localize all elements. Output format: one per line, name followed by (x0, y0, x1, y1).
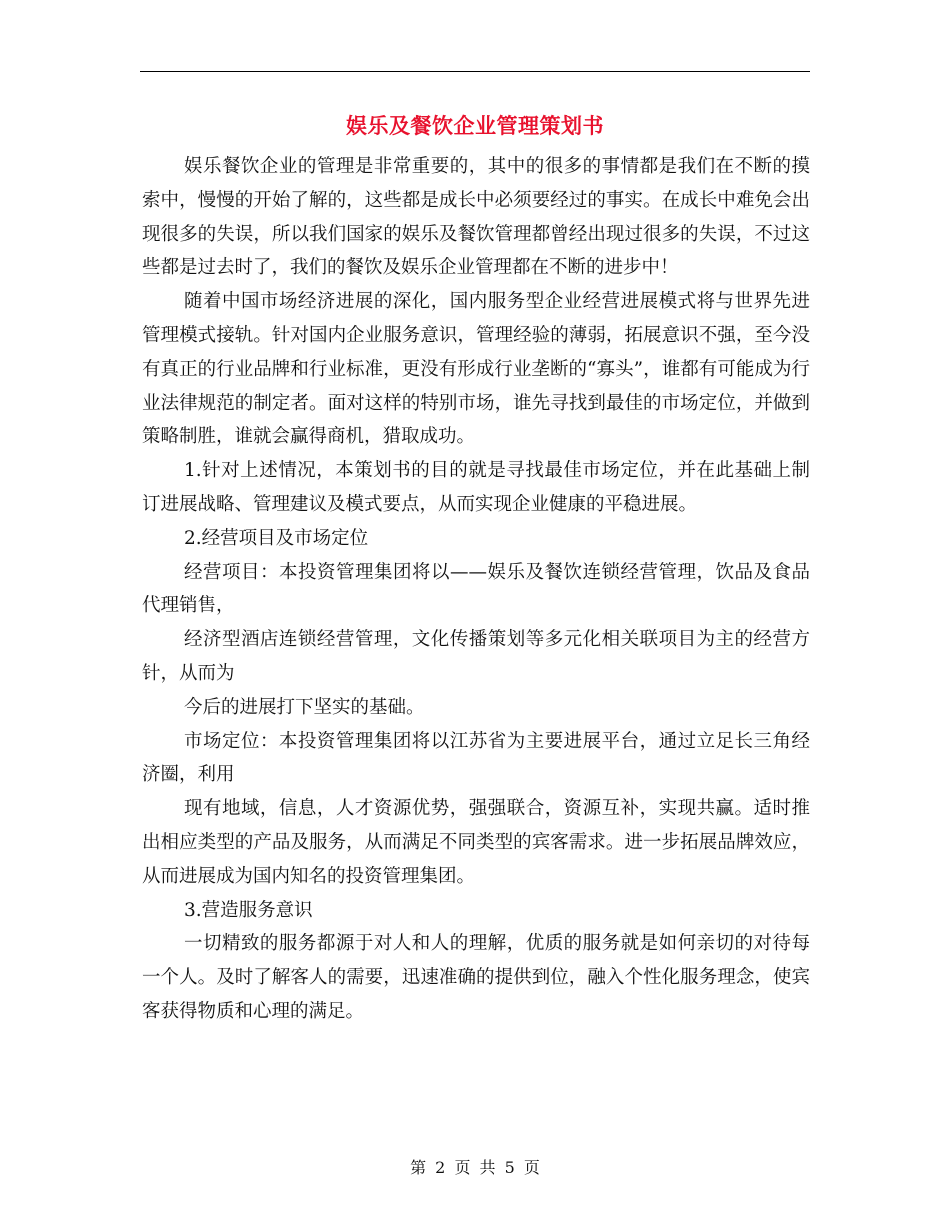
page-footer: 第 2 页 共 5 页 (410, 1158, 540, 1177)
paragraph-business-items: 经营项目：本投资管理集团将以——娱乐及餐饮连锁经营管理，饮品及食品代理销售， (142, 561, 810, 617)
paragraph-business-items-end: 今后的进展打下坚实的基础。 (184, 696, 425, 718)
paragraph-purpose: 1.针对上述情况，本策划书的目的就是寻找最佳市场定位，并在此基础上制订进展战略、管理建议及模式要点，从而实现企业健康的平稳进展。 (142, 460, 810, 515)
paragraph-positioning: 市场定位：本投资管理集团将以江苏省为主要进展平台，通过立足长三角经济圈，利用 (142, 730, 810, 786)
document-title: 娱乐及餐饮企业管理策划书 (346, 114, 604, 138)
header-rule (140, 71, 810, 72)
document-body (142, 150, 810, 1029)
paragraph-positioning-cont: 现有地域，信息，人才资源优势，强强联合，资源互补，实现共赢。适时推出相应类型的产品及服务，从而满足不同类型的宾客需求。进一步拓展品牌效应，从而进展成为国内知名的投资管理集团。 (142, 798, 810, 887)
paragraph-intro: 娱乐餐饮企业的管理是非常重要的，其中的很多的事情都是我们在不断的摸索中，慢慢的开始了解的，这些都是成长中必须要经过的事实。在成长中难免会出现很多的失误，所以我们国家的娱乐及餐饮管理都曾经出现过很多的失误，不过这些都是过去时了，我们的餐饮及娱乐企业管理都在不断的进步中！ (142, 156, 810, 279)
section-heading-business: 2.经营项目及市场定位 (184, 527, 369, 549)
section-heading-service: 3.营造服务意识 (184, 899, 313, 921)
paragraph-business-items-cont: 经济型酒店连锁经营管理，文化传播策划等多元化相关联项目为主的经营方针，从而为 (142, 629, 810, 684)
paragraph-service: 一切精致的服务都源于对人和人的理解，优质的服务就是如何亲切的对待每一个人。及时了解客人的需要，迅速准确的提供到位，融入个性化服务理念，使宾客获得物质和心理的满足。 (142, 933, 810, 1022)
paragraph-market: 随着中国市场经济进展的深化，国内服务型企业经营进展模式将与世界先进管理模式接轨。针对国内企业服务意识，管理经验的薄弱，拓展意识不强，至今没有真正的行业品牌和行业标准，更没有形成行业垄断的“寡头”，谁都有可能成为行业法律规范的制定者。面对这样的特别市场，谁先寻找到最佳的市场定位，并做到策略制胜，谁就会赢得商机，猎取成功。 (142, 291, 810, 448)
